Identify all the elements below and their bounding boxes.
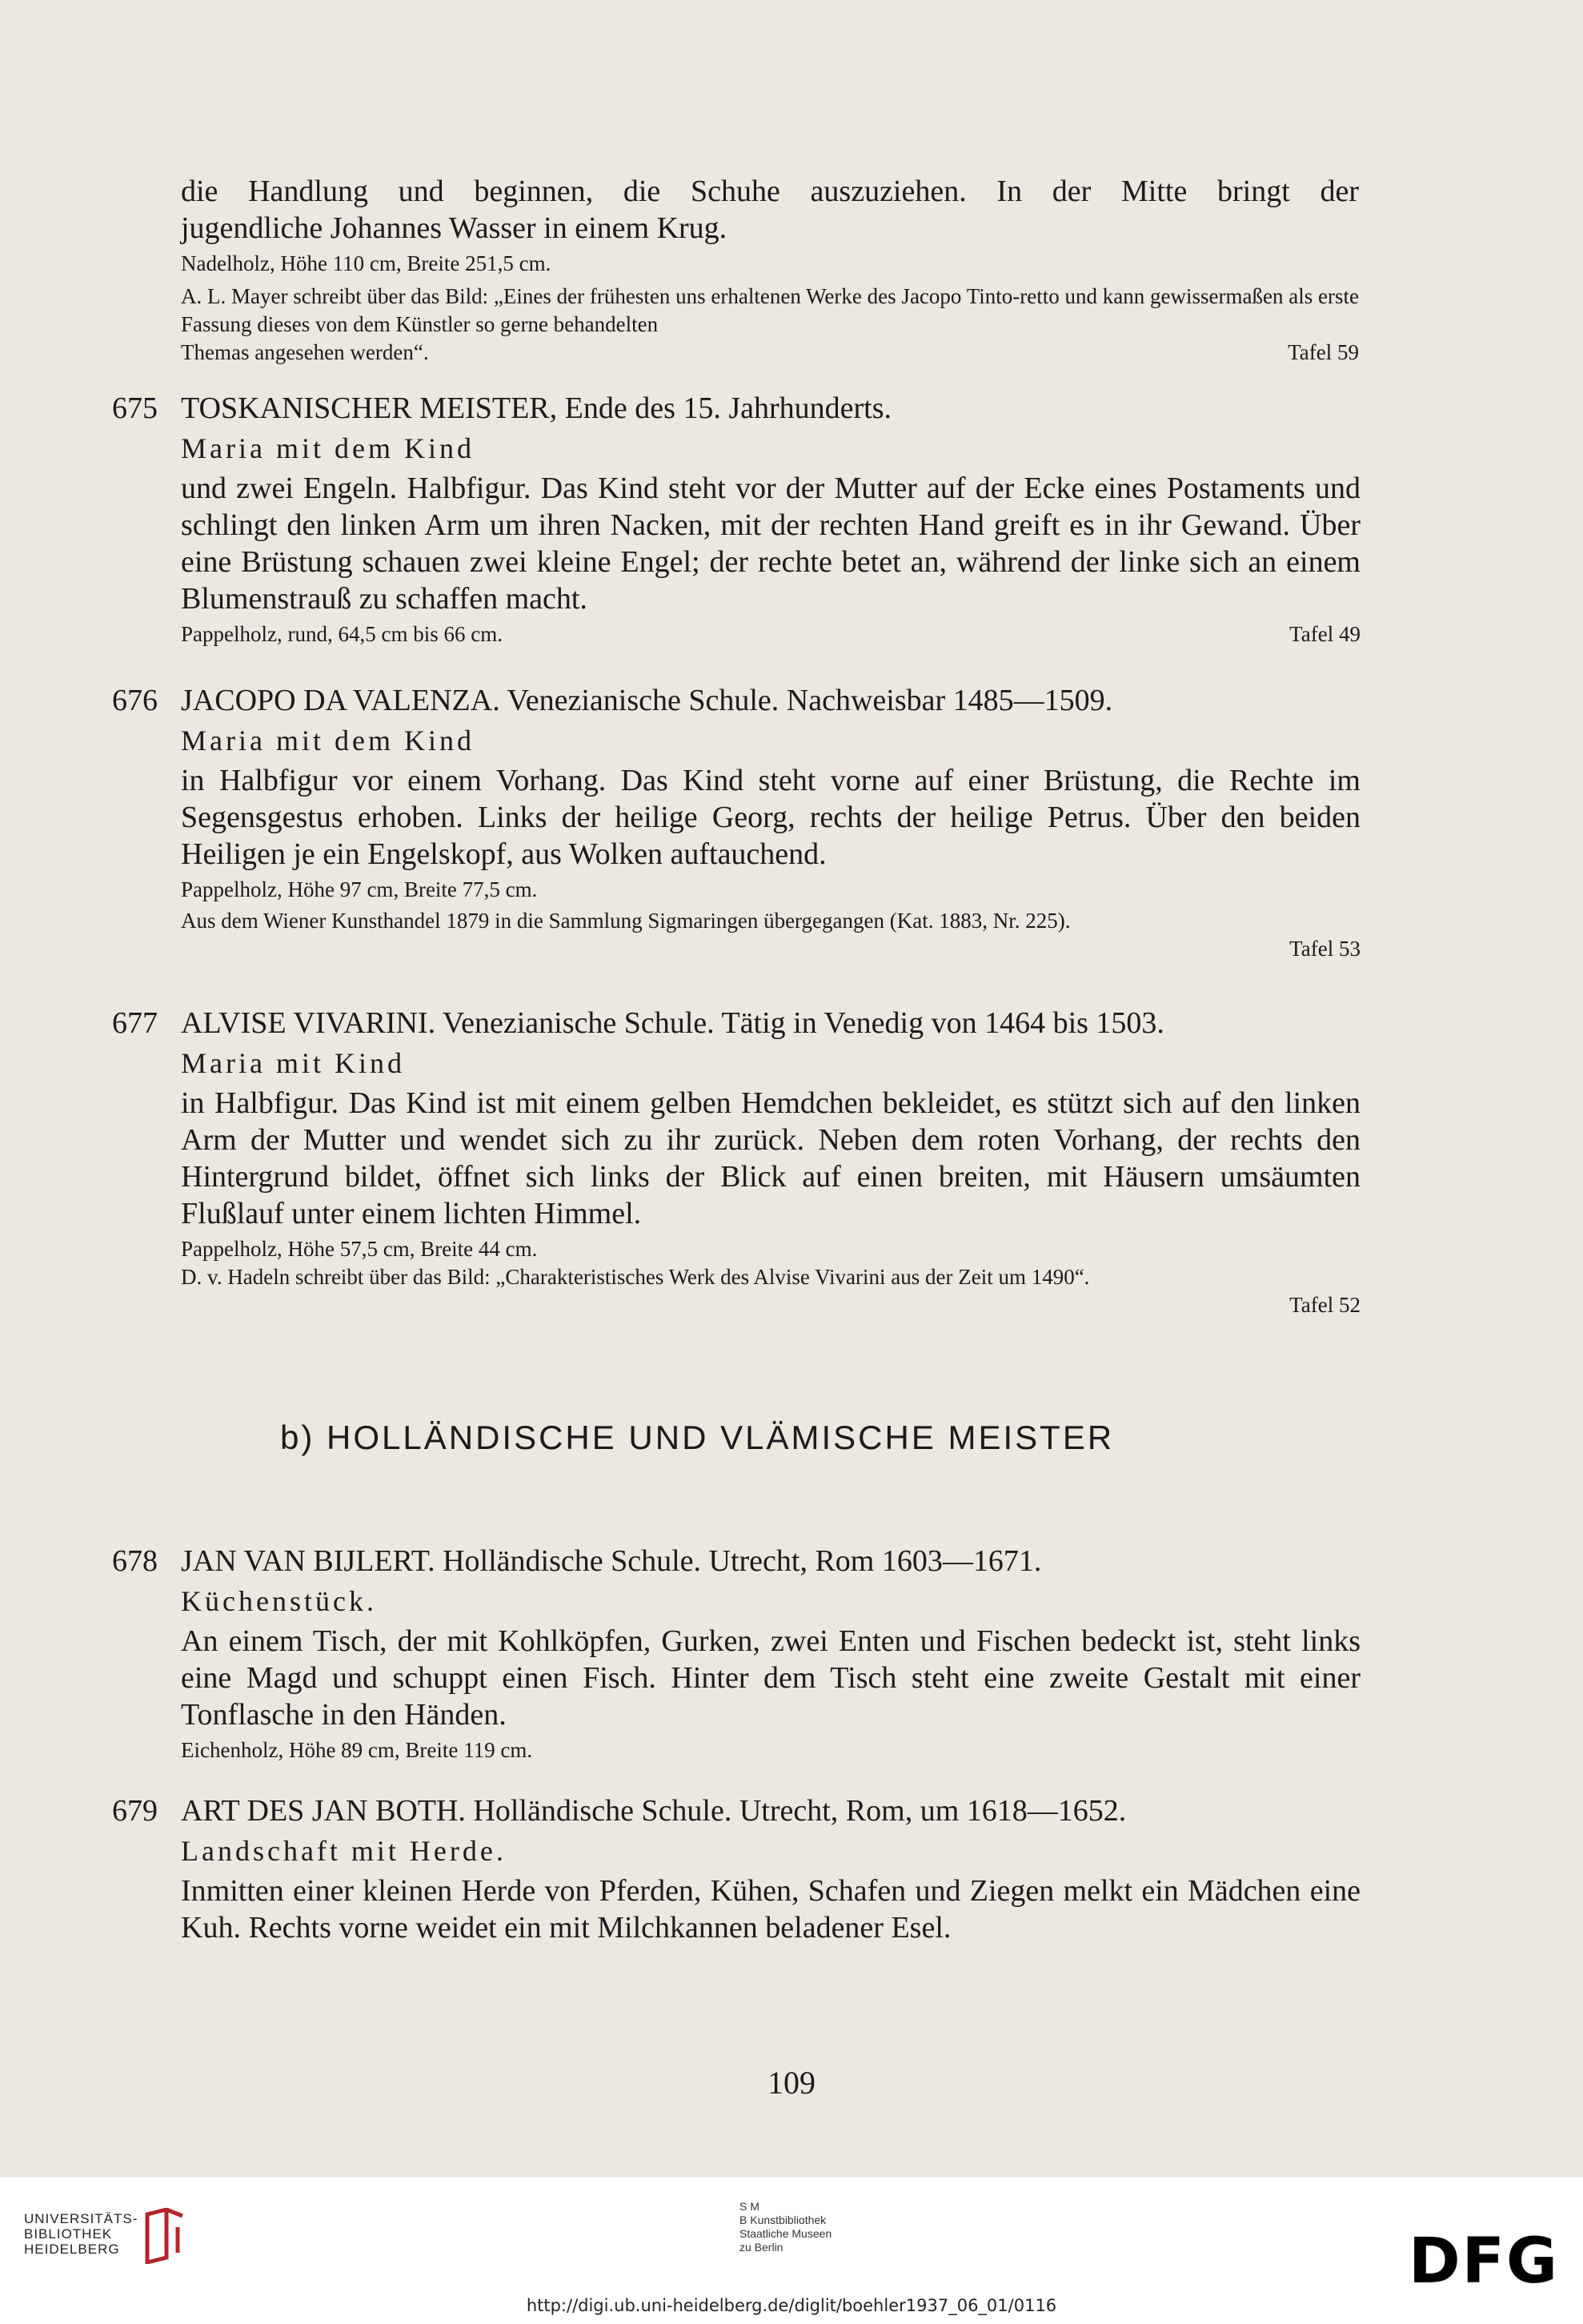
entry-number: 677 <box>112 1006 158 1040</box>
library-name <box>24 2211 138 2257</box>
footer-bar <box>0 2177 1583 2324</box>
intro-note: A. L. Mayer schreibt über das Bild: „Eines der frühesten uns erhaltenen Werke des Jacopo Tinto-retto und kann gewissermaßen als erste Fassung dieses von dem Künstler so gerne behandelten <box>181 284 1359 336</box>
entry-plate: Tafel 49 <box>1289 622 1361 646</box>
entry-title: Maria mit dem Kind <box>181 724 475 757</box>
library-line-2: BIBLIOTHEK <box>24 2226 113 2242</box>
entry-heading: JACOPO DA VALENZA. Venezianische Schule. Nachweisbar 1485—1509. <box>181 684 1113 717</box>
catalog-entry-679 <box>112 1792 1361 1946</box>
intro-material: Nadelholz, Höhe 110 cm, Breite 251,5 cm. <box>181 251 551 275</box>
entry-title: Maria mit Kind <box>181 1047 405 1079</box>
entry-number: 676 <box>112 684 158 717</box>
intro-plate: Tafel 59 <box>1288 340 1359 364</box>
entry-note: Aus dem Wiener Kunsthandel 1879 in die Sammlung Sigmaringen übergegangen (Kat. 1883, Nr. 225). <box>181 909 1071 933</box>
entry-description: Inmitten einer kleinen Herde von Pferden, Kühen, Schafen und Ziegen melkt ein Mädchen eine Kuh. Rechts vorne weidet ein mit Milchkannen beladener Esel. <box>181 1874 1361 1945</box>
page-number: 109 <box>767 2065 816 2101</box>
catalog-entry-678 <box>112 1543 1361 1764</box>
entry-material: Pappelholz, rund, 64,5 cm bis 66 cm. <box>181 622 503 646</box>
catalog-entry-677 <box>112 1005 1361 1319</box>
entry-note: D. v. Hadeln schreibt über das Bild: „Charakteristisches Werk des Alvise Vivarini aus der Zeit um 1490“. <box>181 1265 1090 1289</box>
library-logo-icon <box>142 2208 187 2264</box>
museum-line-2: B Kunstbibliothek <box>739 2214 827 2226</box>
intro-note-last-row <box>181 339 1359 367</box>
dfg-logo: DFG <box>1408 2226 1559 2298</box>
entry-plate: Tafel 52 <box>1289 1293 1361 1317</box>
entry-material: Pappelholz, Höhe 97 cm, Breite 77,5 cm. <box>181 877 538 901</box>
entry-heading: ART DES JAN BOTH. Holländische Schule. Utrecht, Rom, um 1618—1652. <box>181 1794 1127 1828</box>
intro-line-1: die Handlung und beginnen, die Schuhe auszuziehen. In der Mitte bringt der <box>181 175 1359 208</box>
entry-number: 675 <box>112 391 158 425</box>
entry-heading: JAN VAN BIJLERT. Holländische Schule. Utrecht, Rom 1603—1671. <box>181 1544 1042 1578</box>
source-url-link[interactable]: http://digi.ub.uni-heidelberg.de/diglit/boehler1937_06_01/0116 <box>526 2296 1057 2315</box>
entry-title: Maria mit dem Kind <box>181 432 475 464</box>
library-line-1: UNIVERSITÄTS- <box>24 2211 138 2226</box>
entry-description: An einem Tisch, der mit Kohlköpfen, Gurken, zwei Enten und Fischen bedeckt ist, steht links eine Magd und schuppt einen Fisch. Hinter dem Tisch steht eine zweite Gestalt mit einer Tonflasche in den Händen. <box>181 1624 1361 1732</box>
entry-material-row <box>181 620 1361 648</box>
library-line-3: HEIDELBERG <box>24 2242 120 2257</box>
entry-number: 679 <box>112 1794 158 1828</box>
museum-line-3: Staatliche Museen <box>739 2227 832 2240</box>
entry-description: und zwei Engeln. Halbfigur. Das Kind steht vor der Mutter auf der Ecke eines Postaments und schlingt den linken Arm um ihren Nacken, mit der rechten Hand greift es in ihr Gewand. Über eine Brüstung schauen zwei kleine Engel; der rechte betet an, während der linke sich an einem Blumenstrauß zu schaffen macht. <box>181 472 1361 616</box>
entry-title: Landschaft mit Herde. <box>181 1835 507 1867</box>
museum-credit <box>739 2200 832 2254</box>
museum-line-1: S M <box>739 2200 759 2213</box>
entry-title: Küchenstück. <box>181 1585 377 1617</box>
entry-plate: Tafel 53 <box>1289 937 1361 961</box>
entry-material: Pappelholz, Höhe 57,5 cm, Breite 44 cm. <box>181 1237 538 1261</box>
entry-description: in Halbfigur. Das Kind ist mit einem gelben Hemdchen bekleidet, es stützt sich auf den linken Arm der Mutter und wendet sich zu ihr zurück. Neben dem roten Vorhang, der rechts den Hintergrund bildet, öffnet sich links der Blick auf einen breiten, mit Häusern umsäumten Flußlauf unter einem lichten Himmel. <box>181 1086 1361 1230</box>
museum-line-4: zu Berlin <box>739 2241 783 2254</box>
entry-heading: TOSKANISCHER MEISTER, Ende des 15. Jahrhunderts. <box>181 391 892 425</box>
intro-line-2: jugendliche Johannes Wasser in einem Krug. <box>181 211 727 245</box>
catalog-entry-675 <box>112 390 1361 648</box>
entry-description: in Halbfigur vor einem Vorhang. Das Kind steht vorne auf einer Brüstung, die Rechte im Segensgestus erhoben. Links der heilige Georg, rechts der heilige Petrus. Über den beiden Heiligen je ein Engelskopf, aus Wolken auftauchend. <box>181 764 1361 871</box>
section-title: b) HOLLÄNDISCHE UND VLÄMISCHE MEISTER <box>280 1419 1115 1456</box>
entry-heading: ALVISE VIVARINI. Venezianische Schule. Tätig in Venedig von 1464 bis 1503. <box>181 1006 1164 1040</box>
catalog-entry-676 <box>112 682 1361 963</box>
entry-number: 678 <box>112 1544 158 1578</box>
entry-material: Eichenholz, Höhe 89 cm, Breite 119 cm. <box>181 1738 533 1762</box>
intro-block <box>181 173 1359 367</box>
intro-note-last: Themas angesehen werden“. <box>181 340 429 364</box>
